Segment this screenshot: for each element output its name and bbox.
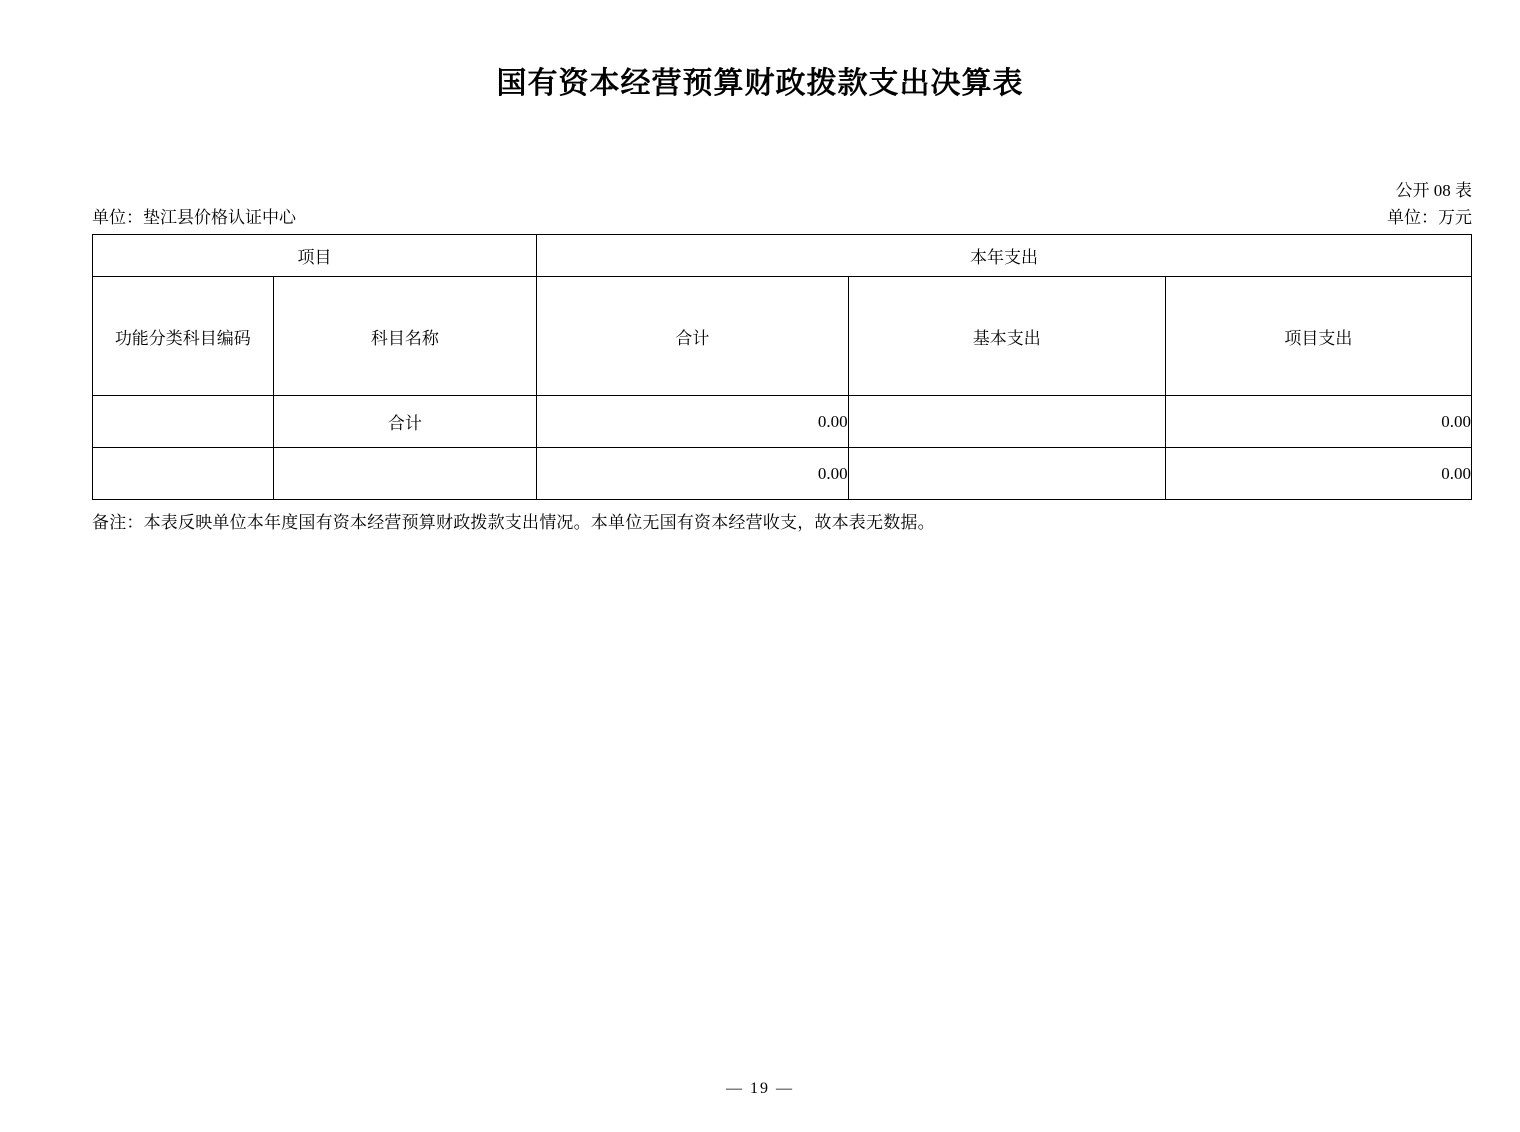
page-number: — 19 —: [726, 1080, 794, 1097]
meta-row: [92, 203, 1472, 228]
page-title: 国有资本经营预算财政拨款支出决算表: [496, 67, 1024, 100]
expenditure-table: [92, 234, 1472, 500]
cell-basic-expenditure: [848, 448, 1165, 500]
cell-total: 0.00: [537, 448, 849, 500]
table-row: [93, 396, 1472, 448]
column-header-basic-expenditure: 基本支出: [848, 277, 1165, 396]
unit-name-label: 单位：垫江县价格认证中心: [92, 208, 296, 227]
cell-function-code: [93, 396, 274, 448]
cell-total: 0.00: [537, 396, 849, 448]
amount-unit-label: 单位：万元: [1387, 208, 1472, 227]
expenditure-table-wrapper: [92, 234, 1472, 500]
cell-project-expenditure: 0.00: [1165, 448, 1471, 500]
cell-function-code: [93, 448, 274, 500]
column-header-subject-name: 科目名称: [273, 277, 536, 396]
sheet-label: 公开 08 表: [1395, 181, 1472, 200]
cell-basic-expenditure: [848, 396, 1165, 448]
cell-project-expenditure: 0.00: [1165, 396, 1471, 448]
table-row: [93, 448, 1472, 500]
table-column-header-row: [93, 277, 1472, 396]
group-header-item: 项目: [93, 235, 537, 277]
group-header-current-year: 本年支出: [537, 235, 1472, 277]
table-note: 备注：本表反映单位本年度国有资本经营预算财政拨款支出情况。本单位无国有资本经营收支，故本表无数据。: [92, 513, 935, 532]
table-group-header-row: [93, 235, 1472, 277]
column-header-total: 合计: [537, 277, 849, 396]
document-page: [0, 58, 1520, 1132]
cell-subject-name: 合计: [273, 396, 536, 448]
column-header-function-code: 功能分类科目编码: [93, 277, 274, 396]
column-header-project-expenditure: 项目支出: [1165, 277, 1471, 396]
cell-subject-name: [273, 448, 536, 500]
